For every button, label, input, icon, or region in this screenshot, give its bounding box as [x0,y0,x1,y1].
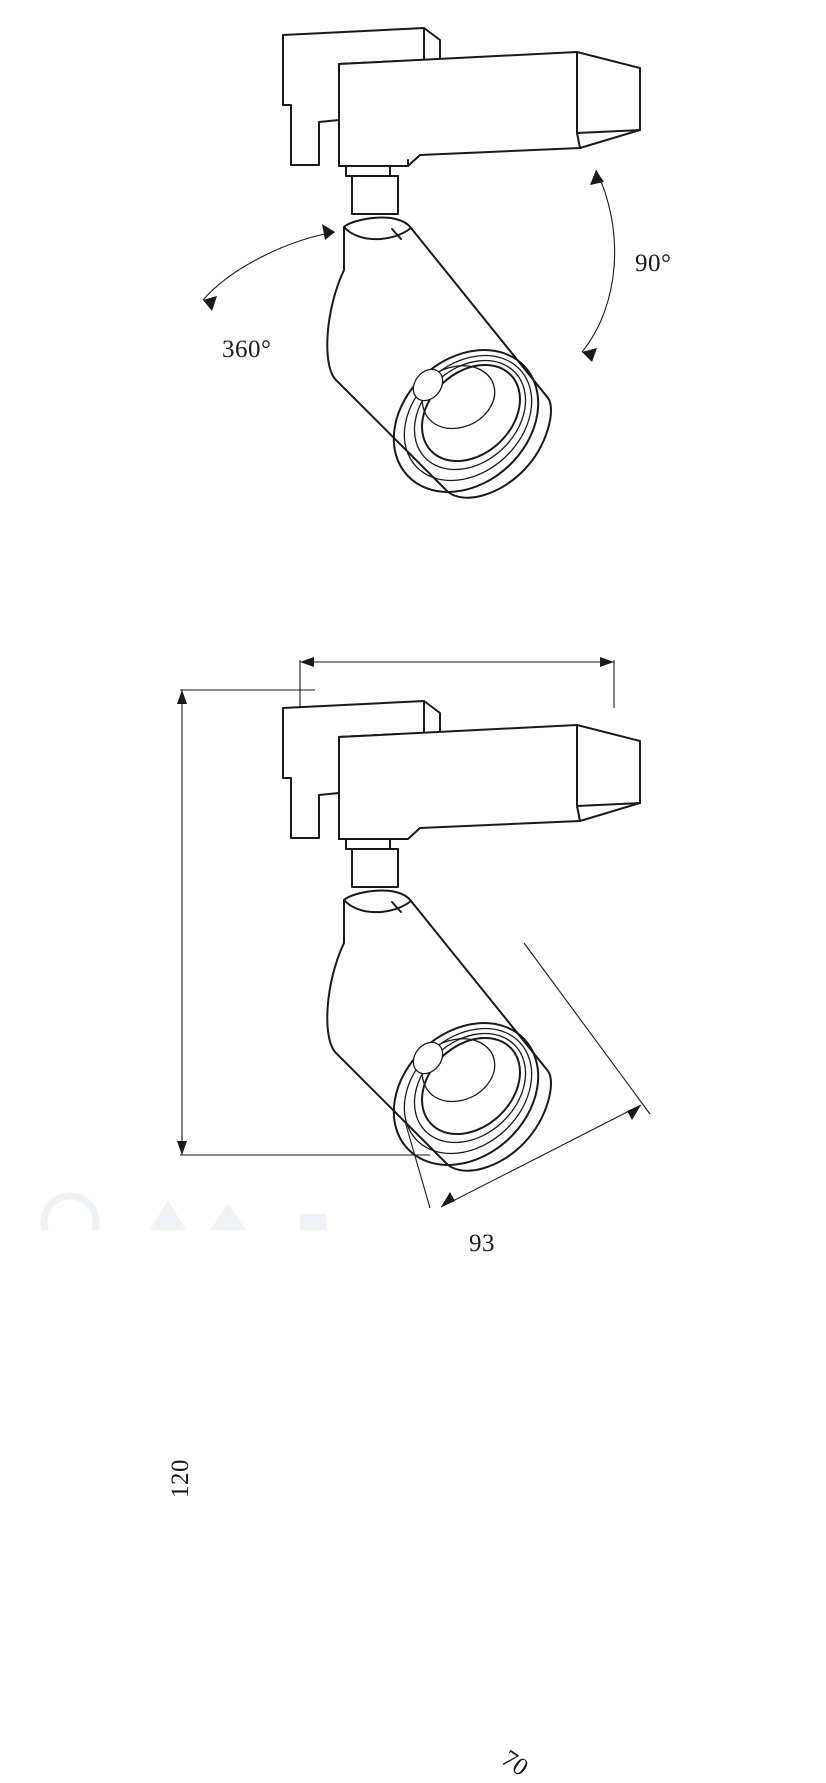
rotation-arrow-360 [203,224,335,311]
housing-block [339,52,640,166]
bottom-view-svg [0,600,826,1230]
housing-block [339,725,640,839]
swivel-neck [346,839,398,887]
top-view-figure [0,0,826,600]
top-view-svg [0,0,826,600]
depth-dimension-label: 70 [496,1745,534,1783]
height-dimension-label: 120 [167,1459,194,1498]
tilt-arrow-90 [582,170,615,362]
width-dimension-label: 93 [469,1230,495,1257]
rotation-angle-label: 360° [222,336,272,363]
swivel-neck [346,166,398,214]
tilt-angle-label: 90° [635,250,672,277]
bottom-view-figure [0,600,826,1783]
width-dimension-line [300,657,614,708]
